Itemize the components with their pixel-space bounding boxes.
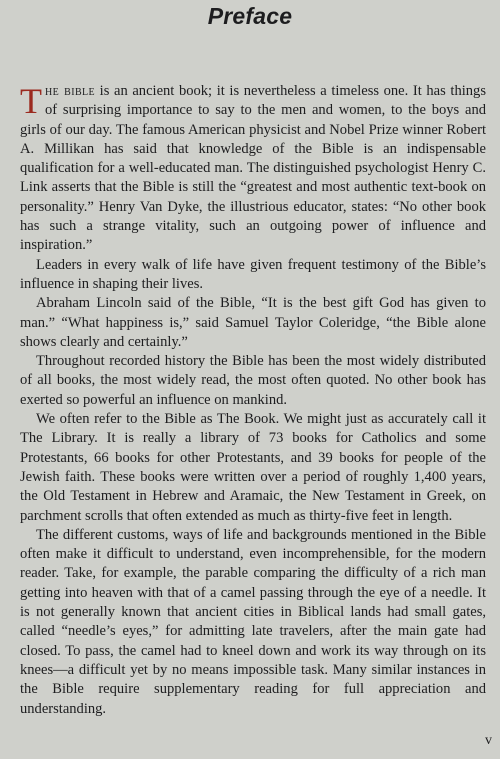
page-title: Preface bbox=[207, 3, 293, 29]
paragraph-2: Leaders in every walk of life have given frequent testimony of the Bible’s influence in shaping their lives. bbox=[20, 256, 486, 292]
paragraph-5: We often refer to the Bible as The Book. We might just as accurately call it The Library. It is really a library of 73 books for Catholics and some Protestants, 66 books for other Protestants, and 39 books for people of the Jewish faith. These books were written over a period of roughly 1,400 years, the Old Testament in Hebrew and Aramaic, the New Testament in Greek, on parchment scrolls that often extended as much as thirty-five feet in length. bbox=[20, 411, 486, 524]
paragraph-3: Abraham Lincoln said of the Bible, “It is the best gift God has given to man.” “What happiness is,” said Samuel Taylor Coleridge, “the Bible alone shows clearly and certainly.” bbox=[20, 295, 486, 350]
drop-cap: T bbox=[20, 81, 42, 121]
page-number: v bbox=[485, 733, 492, 748]
paragraph-1-text: is an ancient book; it is nevertheless a timeless one. It has things of surprising importance to say to the men and women, to the boys and girls of our day. The famous American physicist and Nobel Prize winner Robert A. Millikan has said that knowledge of the Bible is an indispensable qualification for a well-educated man. The distinguished psychologist Henry C. Link asserts that the Bible is still the “greatest and most authentic text-book on personality.” Henry Van Dyke, the illustrious educator, states: “No other book has such a strange vitality, such an outgoing power of influence and inspiration.” bbox=[20, 83, 486, 254]
small-caps-lead: he bible bbox=[45, 83, 96, 99]
preface-body bbox=[20, 82, 486, 719]
paragraph-4: Throughout recorded history the Bible has been the most widely distributed of all books, the most widely read, the most often quoted. No other book has exerted so powerful an influence on mankind. bbox=[20, 353, 486, 408]
paragraph-1 bbox=[20, 82, 486, 256]
paragraph-6: The different customs, ways of life and backgrounds mentioned in the Bible often make it difficult to understand, even incomprehensible, for the modern reader. Take, for example, the parable comparing the difficulty of a rich man getting into heaven with that of a camel passing through the eye of a needle. It is not generally known that ancient cities in Biblical lands had small gates, called “needle’s eyes,” for admitting late travelers, after the main gate had closed. To pass, the camel had to kneel down and work its way through on its knees—a difficult yet by no means impossible task. Many similar instances in the Bible require supplementary reading for full appreciation and understanding. bbox=[20, 526, 486, 717]
